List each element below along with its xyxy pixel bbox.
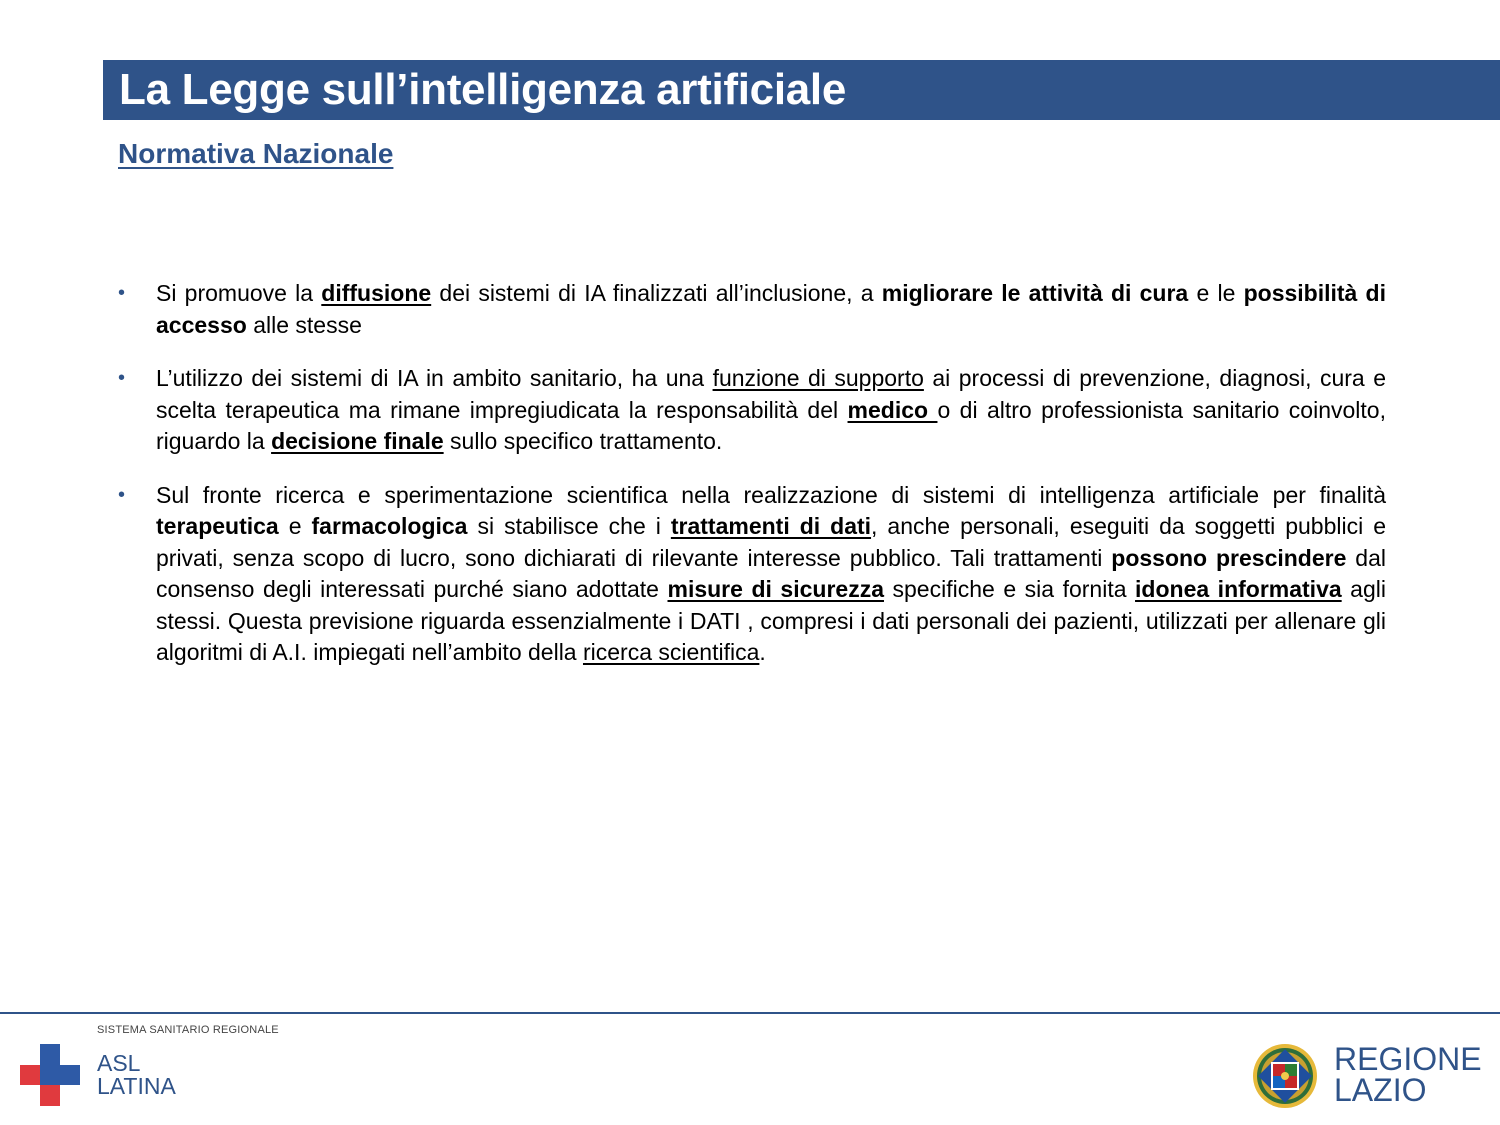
bullet-item <box>118 480 1386 669</box>
footer-divider <box>0 1012 1500 1014</box>
bullet-text-segment: sullo specifico trattamento. <box>443 428 723 454</box>
bullet-text-segment: dei sistemi di IA finalizzati all’inclusione, a <box>431 280 882 306</box>
regione-name-line2: LAZIO <box>1334 1072 1427 1108</box>
asl-system-label: SISTEMA SANITARIO REGIONALE <box>97 1024 279 1036</box>
asl-name-line1: ASL <box>97 1050 141 1076</box>
bullet-text-segment: o di altro professionista sanitario coinvolto, riguardo la <box>156 396 1386 454</box>
bullet-text-segment: L’utilizzo dei sistemi di IA in ambito sanitario, ha una <box>156 365 713 391</box>
asl-name <box>97 1052 176 1098</box>
asl-name-line2: LATINA <box>97 1073 176 1099</box>
bullet-text-segment: possono prescindere <box>1111 544 1347 571</box>
bullet-list <box>118 278 1386 691</box>
bullet-item <box>118 363 1386 458</box>
bullet-text-segment: , anche personali, eseguiti da soggetti pubblici e privati, senza scopo di lucro, sono dichiarati di rilevante interesse pubblico. Tali trattamenti <box>156 513 1387 571</box>
bullet-text-segment: terapeutica <box>156 513 279 539</box>
slide-title: La Legge sull’intelligenza artificiale <box>119 65 847 114</box>
asl-cross-icon <box>20 1044 80 1106</box>
bullet-text-segment: si stabilisce che i <box>467 513 671 539</box>
bullet-text-segment: specifiche e sia fornita <box>883 576 1136 602</box>
regione-lazio-name <box>1334 1041 1482 1108</box>
bullet-item <box>118 278 1386 341</box>
bullet-text-segment: ai processi di prevenzione, diagnosi, cura e scelta terapeutica ma rimane impregiudicata la responsabilità del <box>156 365 1386 423</box>
bullet-text-segment: decisione finale <box>271 428 444 454</box>
slide-subtitle: Normativa Nazionale <box>118 138 394 169</box>
bullet-text-segment: migliorare le attività di cura <box>881 280 1189 306</box>
bullet-text-segment: agli stessi. Questa previsione riguarda essenzialmente i DATI , compresi i dati personali dei pazienti, utilizzati per allenare gli algoritmi di A.I. impiegati nell’ambito della <box>156 576 1386 665</box>
bullet-text-segment: e <box>278 513 312 539</box>
bullet-text-segment: diffusione <box>321 280 432 306</box>
bullet-dot-icon: • <box>118 367 126 389</box>
bullet-text-segment: e le <box>1188 280 1244 306</box>
bullet-text-segment: funzione di supporto <box>712 365 924 391</box>
bullet-text-segment: ricerca scientifica <box>582 639 760 665</box>
regione-name-line1: REGIONE <box>1334 1041 1482 1077</box>
bullet-text-segment: medico <box>847 396 938 423</box>
title-bar <box>103 60 1500 120</box>
asl-cross-blue-arm <box>40 1065 80 1085</box>
bullet-text-segment: Sul fronte ricerca e sperimentazione scientifica nella realizzazione di sistemi di intelligenza artificiale per finalità <box>156 481 1386 508</box>
bullet-text-segment: possibilità di accesso <box>156 280 1386 338</box>
regione-lazio-emblem-icon <box>1252 1043 1318 1109</box>
bullet-text-segment: Si promuove la <box>156 280 322 306</box>
bullet-text-segment: farmacologica <box>311 513 468 539</box>
bullet-text-segment: dal consenso degli interessati purché siano adottate <box>156 544 1387 602</box>
bullet-text-segment: misure di sicurezza <box>667 576 884 602</box>
bullet-text-segment: alle stesse <box>246 311 362 338</box>
bullet-dot-icon: • <box>118 282 126 304</box>
bullet-dot-icon: • <box>118 483 126 506</box>
bullet-text-segment: idonea informativa <box>1135 576 1342 602</box>
bullet-text-segment: trattamenti di dati <box>670 513 872 539</box>
bullet-text-segment: . <box>759 639 766 665</box>
